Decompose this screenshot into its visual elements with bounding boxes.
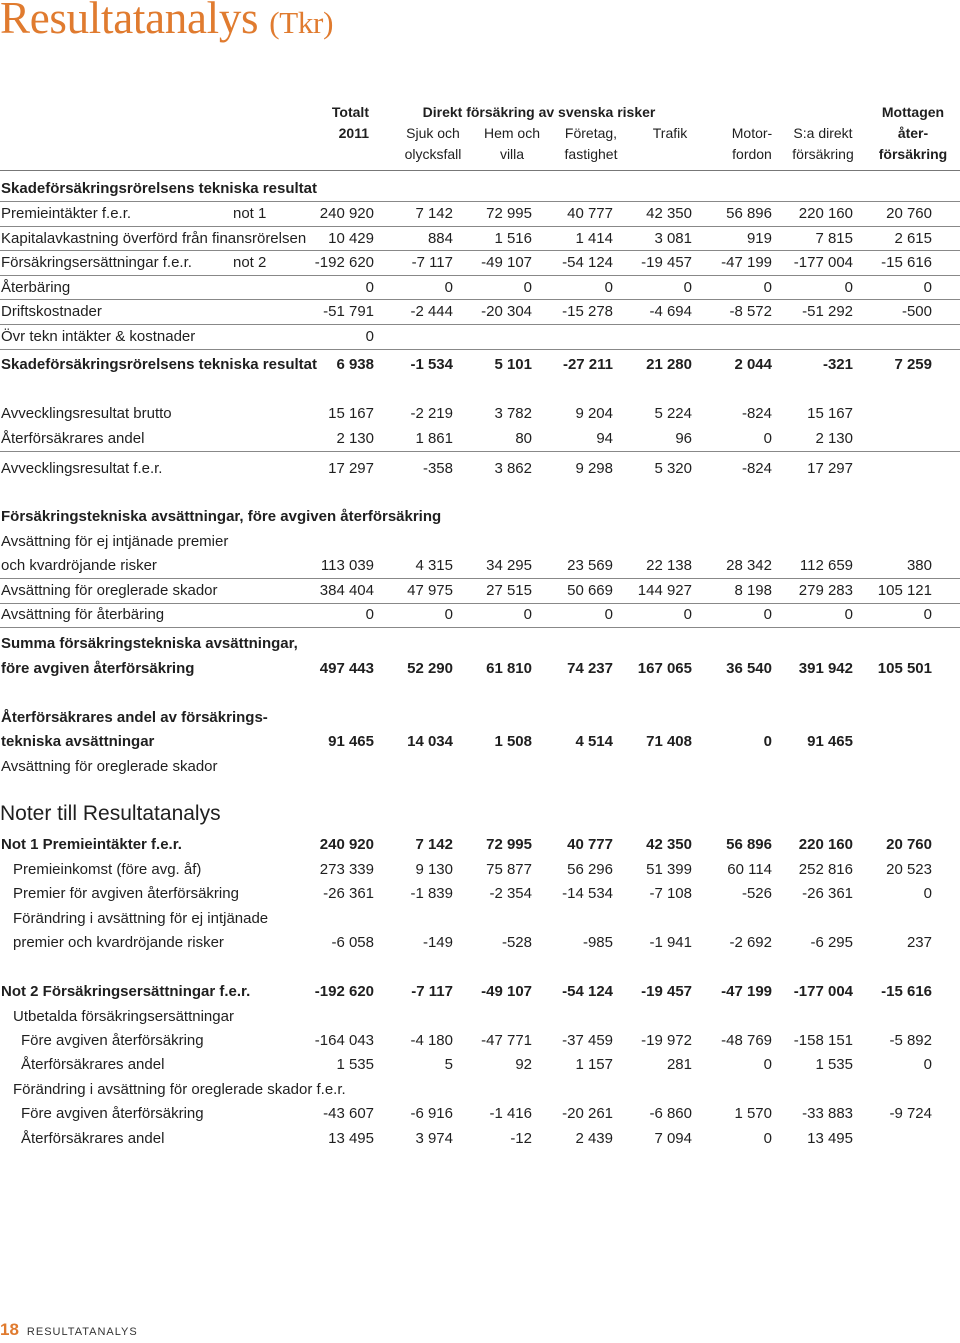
table-row [0, 858, 960, 882]
cell-value: 220 160 [798, 205, 853, 222]
row-label: Avsättning för ej intjänade premier [1, 533, 229, 550]
cell-value: -528 [501, 934, 532, 951]
cell-value: 56 896 [726, 836, 772, 853]
cell-value: 36 540 [726, 660, 772, 677]
title-unit: (Tkr) [269, 5, 334, 40]
cell-value: -6 860 [649, 1105, 692, 1122]
cell-value: -158 151 [793, 1032, 853, 1049]
cell-value: -47 199 [721, 254, 772, 271]
row-label: Avvecklingsresultat f.e.r. [1, 460, 163, 477]
row-label: Summa försäkringstekniska avsättningar, [1, 635, 298, 652]
cell-value: -20 261 [562, 1105, 613, 1122]
row-label: Driftskostnader [1, 303, 102, 320]
header-totalt-line: Totalt [331, 104, 369, 120]
section-title [0, 177, 960, 201]
row-label: Premieintäkter f.e.r. [1, 205, 132, 222]
table-row [0, 226, 960, 251]
header-line: olycksfall [404, 146, 462, 162]
row-note-ref: not 1 [233, 205, 267, 222]
header-line: Sjuk och [406, 125, 460, 141]
cell-value: -358 [422, 460, 453, 477]
row-label: Not 2 Försäkringsersättningar f.e.r. [1, 983, 251, 1000]
table-row [0, 657, 960, 681]
cell-value: -192 620 [314, 254, 374, 271]
cell-value: 28 342 [726, 557, 772, 574]
cell-value: 22 138 [646, 557, 692, 574]
header-line: fordon [732, 146, 772, 162]
table-row [0, 299, 960, 324]
cell-value: 52 290 [407, 660, 453, 677]
row-label: Förändring i avsättning för oreglerade skador f.e.r. [13, 1081, 346, 1098]
cell-value: -19 457 [641, 254, 692, 271]
cell-value: 74 237 [567, 660, 613, 677]
cell-value: 0 [923, 606, 932, 623]
header-col-sa-direkt [792, 123, 853, 165]
cell-value: 21 280 [646, 356, 692, 373]
cell-value: 13 495 [807, 1130, 853, 1147]
cell-value: 112 659 [799, 557, 853, 574]
cell-value: -51 292 [802, 303, 853, 320]
table-row [0, 530, 960, 554]
table-row [0, 1078, 960, 1102]
cell-value: 3 862 [494, 460, 532, 477]
header-col-mottagen [879, 102, 947, 165]
cell-value: 91 465 [328, 733, 374, 750]
cell-value: 0 [923, 1056, 932, 1073]
cell-value: 0 [763, 430, 772, 447]
row-label: och kvardröjande risker [1, 557, 157, 574]
cell-value: -4 180 [410, 1032, 453, 1049]
header-line: villa [499, 146, 525, 162]
cell-value: -7 117 [411, 254, 453, 271]
row-label: Återbäring [1, 279, 71, 296]
row-label: före avgiven återförsäkring [1, 660, 195, 677]
cell-value: 71 408 [646, 733, 692, 750]
cell-value: 1 414 [575, 230, 613, 247]
cell-value: 23 569 [567, 557, 613, 574]
header-line: Mottagen [881, 104, 945, 120]
table-row [0, 1029, 960, 1053]
cell-value: 1 535 [815, 1056, 853, 1073]
cell-value: -5 892 [889, 1032, 932, 1049]
table-row [0, 931, 960, 955]
header-line: försäkring [878, 146, 948, 162]
cell-value: 2 615 [894, 230, 932, 247]
cell-value: 10 429 [328, 230, 374, 247]
cell-value: 240 920 [319, 205, 374, 222]
header-totalt-year: 2011 [338, 125, 369, 141]
cell-value: 0 [683, 606, 692, 623]
cell-value: 2 439 [575, 1130, 613, 1147]
cell-value: 5 [444, 1056, 453, 1073]
cell-value: 0 [365, 328, 374, 345]
cell-value: 7 094 [654, 1130, 692, 1147]
cell-value: -1 941 [649, 934, 692, 951]
cell-value: -177 004 [793, 254, 853, 271]
header-line: Motor- [731, 125, 773, 141]
cell-value: -985 [582, 934, 613, 951]
row-label: Återförsäkrares andel [21, 1056, 165, 1073]
cell-value: 105 501 [877, 660, 932, 677]
cell-value: 9 298 [575, 460, 613, 477]
cell-value: 72 995 [486, 836, 532, 853]
cell-value: -2 219 [410, 405, 453, 422]
cell-value: 75 877 [486, 861, 532, 878]
cell-value: 96 [675, 430, 692, 447]
cell-value: -51 791 [323, 303, 374, 320]
cell-value: 0 [763, 279, 772, 296]
cell-value: 0 [604, 279, 613, 296]
header-line: fastighet [564, 146, 618, 162]
cell-value: -14 534 [562, 885, 613, 902]
cell-value: 9 204 [575, 405, 613, 422]
cell-value: 14 034 [407, 733, 453, 750]
cell-value: 60 114 [727, 861, 772, 878]
table-row [0, 402, 960, 426]
cell-value: 0 [923, 279, 932, 296]
header-totalt [332, 102, 369, 144]
cell-value: 9 130 [415, 861, 453, 878]
row-label: Övr tekn intäkter & kostnader [1, 328, 196, 345]
cell-value: -824 [741, 405, 772, 422]
table-row [0, 706, 960, 730]
table-row [0, 632, 960, 656]
row-label: Försäkringsersättningar f.e.r. [1, 254, 192, 271]
cell-value: -321 [822, 356, 853, 373]
cell-value: 17 297 [328, 460, 374, 477]
cell-value: 40 777 [567, 205, 613, 222]
noter-title: Noter till Resultatanalys [0, 802, 221, 825]
cell-value: -12 [510, 1130, 532, 1147]
header-line: S:a direkt [793, 125, 853, 141]
cell-value: 40 777 [567, 836, 613, 853]
cell-value: -1 416 [489, 1105, 532, 1122]
cell-value: 3 782 [494, 405, 532, 422]
cell-value: 1 157 [575, 1056, 613, 1073]
cell-value: 1 516 [494, 230, 532, 247]
cell-value: 240 920 [319, 836, 374, 853]
row-label: Avsättning för oreglerade skador [1, 758, 218, 775]
table-row [0, 275, 960, 300]
header-col-sjuk [405, 123, 462, 165]
cell-value: -2 692 [729, 934, 772, 951]
row-label: Premier för avgiven återförsäkring [13, 885, 239, 902]
cell-value: 5 224 [654, 405, 692, 422]
cell-value: -26 361 [802, 885, 853, 902]
cell-value: -500 [901, 303, 932, 320]
cell-value: -8 572 [729, 303, 772, 320]
cell-value: 0 [604, 606, 613, 623]
table-row [0, 457, 960, 481]
cell-value: 0 [444, 279, 453, 296]
cell-value: 1 570 [734, 1105, 772, 1122]
cell-value: -2 354 [489, 885, 532, 902]
cell-value: -47 199 [721, 983, 772, 1000]
cell-value: 2 044 [734, 356, 772, 373]
cell-value: 279 283 [798, 582, 853, 599]
cell-value: -6 295 [810, 934, 853, 951]
cell-value: 1 508 [494, 733, 532, 750]
cell-value: -1 839 [410, 885, 453, 902]
cell-value: 4 514 [575, 733, 613, 750]
cell-value: -192 620 [314, 983, 374, 1000]
cell-value: 391 942 [798, 660, 853, 677]
table-row [0, 833, 960, 857]
header-group-label: Direkt försäkring av svenska risker [422, 104, 656, 120]
cell-value: 2 130 [336, 430, 374, 447]
table-row [0, 1053, 960, 1077]
table-row [0, 1005, 960, 1029]
cell-value: -164 043 [314, 1032, 374, 1049]
row-label: Återförsäkrares andel [1, 430, 145, 447]
row-label: Återförsäkrares andel av försäkrings- [1, 709, 268, 726]
header-line: åter- [897, 125, 929, 141]
cell-value: 42 350 [646, 205, 692, 222]
row-label: Skadeförsäkringsrörelsens tekniska resultat [1, 356, 317, 373]
cell-value: -26 361 [323, 885, 374, 902]
cell-value: 273 339 [319, 861, 374, 878]
header-line: Företag, [564, 125, 618, 141]
cell-value: 56 296 [567, 861, 613, 878]
cell-value: 27 515 [486, 582, 532, 599]
row-label: Avsättning för oreglerade skador [1, 582, 218, 599]
cell-value: 144 927 [637, 582, 692, 599]
cell-value: 8 198 [734, 582, 772, 599]
page-title [0, 0, 333, 44]
cell-value: 20 523 [886, 861, 932, 878]
row-label: Förändring i avsättning för ej intjänade [13, 910, 269, 927]
cell-value: 0 [763, 1056, 772, 1073]
cell-value: -7 117 [411, 983, 453, 1000]
cell-value: 80 [515, 430, 532, 447]
cell-value: 7 815 [815, 230, 853, 247]
cell-value: 1 535 [336, 1056, 374, 1073]
row-label: Återförsäkrares andel [21, 1130, 165, 1147]
table-row [0, 882, 960, 906]
cell-value: 0 [444, 606, 453, 623]
cell-value: 0 [763, 1130, 772, 1147]
cell-value: 7 259 [894, 356, 932, 373]
cell-value: -1 534 [410, 356, 453, 373]
table-row [0, 579, 960, 604]
header-divider [0, 170, 960, 171]
cell-value: 51 399 [646, 861, 692, 878]
cell-value: -48 769 [721, 1032, 772, 1049]
table-row [0, 1102, 960, 1126]
footer [0, 1320, 138, 1340]
cell-value: 15 167 [328, 405, 374, 422]
cell-value: -19 972 [641, 1032, 692, 1049]
cell-value: -15 616 [881, 983, 932, 1000]
section-title-text: Skadeförsäkringsrörelsens tekniska resultat [1, 180, 317, 197]
cell-value: 252 816 [798, 861, 853, 878]
cell-value: 384 404 [319, 582, 374, 599]
cell-value: -20 304 [481, 303, 532, 320]
table-row [0, 730, 960, 754]
cell-value: 4 315 [415, 557, 453, 574]
cell-value: 17 297 [807, 460, 853, 477]
cell-value: -37 459 [562, 1032, 613, 1049]
cell-value: -15 278 [562, 303, 613, 320]
page-number: 18 [0, 1320, 19, 1339]
cell-value: 56 896 [726, 205, 772, 222]
cell-value: 47 975 [407, 582, 453, 599]
header-col-motor [732, 123, 772, 165]
cell-value: 0 [523, 279, 532, 296]
cell-value: 0 [844, 279, 853, 296]
cell-value: 884 [427, 230, 453, 247]
table-row [0, 250, 960, 275]
cell-value: -33 883 [802, 1105, 853, 1122]
cell-value: 497 443 [319, 660, 374, 677]
cell-value: -54 124 [562, 254, 613, 271]
cell-value: 7 142 [415, 205, 453, 222]
cell-value: -27 211 [562, 356, 613, 373]
cell-value: 0 [683, 279, 692, 296]
cell-value: -19 457 [641, 983, 692, 1000]
cell-value: -47 771 [481, 1032, 532, 1049]
cell-value: -177 004 [793, 983, 853, 1000]
table-row [0, 907, 960, 931]
table-row [0, 324, 960, 350]
cell-value: 15 167 [807, 405, 853, 422]
table-row [0, 755, 960, 779]
header-line: Trafik [652, 125, 688, 141]
cell-value: -15 616 [881, 254, 932, 271]
row-label: Avvecklingsresultat brutto [1, 405, 172, 422]
cell-value: 34 295 [486, 557, 532, 574]
cell-value: -526 [741, 885, 772, 902]
row-label: premier och kvardröjande risker [13, 934, 224, 951]
cell-value: -49 107 [481, 983, 532, 1000]
cell-value: 237 [906, 934, 932, 951]
cell-value: 0 [365, 606, 374, 623]
table-row [0, 1127, 960, 1151]
cell-value: 220 160 [798, 836, 853, 853]
cell-value: 3 081 [654, 230, 692, 247]
table-row [0, 980, 960, 1004]
header-line: försäkring [792, 146, 854, 162]
header-col-trafik [653, 123, 687, 144]
row-label: Premieinkomst (före avg. åf) [13, 861, 202, 878]
cell-value: 919 [746, 230, 772, 247]
header-col-foretag [565, 123, 618, 165]
cell-value: -49 107 [481, 254, 532, 271]
table-row [0, 505, 960, 529]
footer-section: RESULTATANALYS [26, 1326, 138, 1338]
cell-value: 0 [844, 606, 853, 623]
cell-value: -43 607 [323, 1105, 374, 1122]
cell-value: 380 [906, 557, 932, 574]
table-row [0, 353, 960, 377]
row-label: tekniska avsättningar [1, 733, 155, 750]
cell-value: 0 [923, 885, 932, 902]
cell-value: 5 320 [654, 460, 692, 477]
header-col-hem [484, 123, 540, 165]
header-line: Hem och [483, 125, 541, 141]
cell-value: 1 861 [415, 430, 453, 447]
row-note-ref: not 2 [233, 254, 267, 271]
cell-value: 5 101 [494, 356, 532, 373]
cell-value: 0 [365, 279, 374, 296]
table-row [0, 603, 960, 628]
cell-value: 0 [763, 733, 772, 750]
cell-value: 0 [763, 606, 772, 623]
table-row [0, 201, 960, 226]
row-label: Avsättning för återbäring [1, 606, 165, 623]
cell-value: -149 [422, 934, 453, 951]
cell-value: -9 724 [889, 1105, 932, 1122]
row-label: Utbetalda försäkringsersättningar [13, 1008, 234, 1025]
cell-value: 91 465 [807, 733, 853, 750]
cell-value: 2 130 [815, 430, 853, 447]
row-label: Not 1 Premieintäkter f.e.r. [1, 836, 182, 853]
cell-value: 50 669 [567, 582, 613, 599]
cell-value: 42 350 [646, 836, 692, 853]
row-label: Kapitalavkastning överförd från finansrörelsen [1, 230, 307, 247]
cell-value: 61 810 [486, 660, 532, 677]
cell-value: -824 [741, 460, 772, 477]
cell-value: 3 974 [415, 1130, 453, 1147]
row-label: Före avgiven återförsäkring [21, 1105, 204, 1122]
cell-value: -54 124 [562, 983, 613, 1000]
cell-value: 13 495 [328, 1130, 374, 1147]
row-label: Före avgiven återförsäkring [21, 1032, 204, 1049]
cell-value: 94 [596, 430, 613, 447]
cell-value: -4 694 [649, 303, 692, 320]
cell-value: -6 916 [410, 1105, 453, 1122]
title-text: Resultatanalys [0, 0, 259, 43]
cell-value: 113 039 [320, 557, 374, 574]
cell-value: 72 995 [486, 205, 532, 222]
cell-value: -2 444 [410, 303, 453, 320]
cell-value: 20 760 [886, 205, 932, 222]
cell-value: -6 058 [331, 934, 374, 951]
row-label: Försäkringstekniska avsättningar, före avgiven återförsäkring [1, 508, 442, 525]
cell-value: 167 065 [637, 660, 692, 677]
cell-value: 281 [666, 1056, 692, 1073]
cell-value: 105 121 [877, 582, 932, 599]
table-row [0, 427, 960, 452]
cell-value: 7 142 [415, 836, 453, 853]
cell-value: 20 760 [886, 836, 932, 853]
table-row [0, 554, 960, 579]
cell-value: 92 [515, 1056, 532, 1073]
cell-value: 0 [523, 606, 532, 623]
cell-value: 6 938 [336, 356, 374, 373]
cell-value: -7 108 [649, 885, 692, 902]
